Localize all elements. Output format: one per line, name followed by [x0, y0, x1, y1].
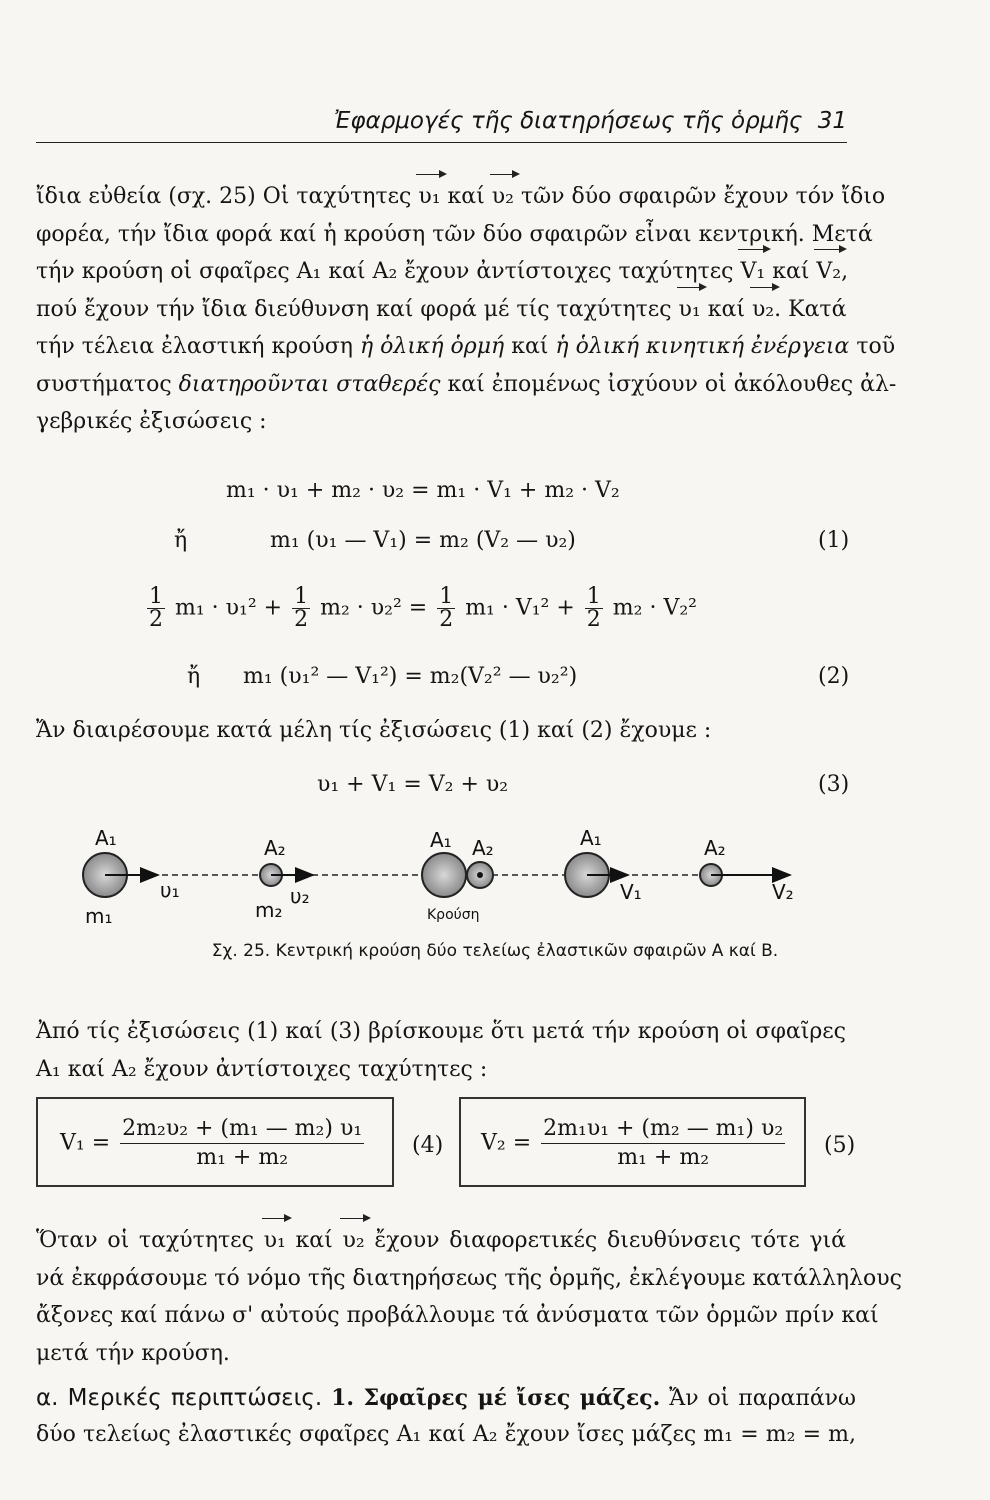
section-title: α. Μερικές περιπτώσεις. [36, 1385, 323, 1411]
figure-25-collision-diagram [0, 815, 990, 940]
label-A2-after: A₂ [704, 836, 726, 860]
emphasis-total-momentum: ἡ ὁλική ὁρμή [359, 334, 505, 359]
or-label-2: ἤ [187, 664, 201, 689]
divide-sentence: Ἄν διαιρέσουμε κατά μέλη τίς ἐξισώσεις (1) καί (2) ἔχουμε : [36, 718, 712, 743]
running-header [36, 108, 847, 143]
vector-v1: υ₁ [418, 178, 440, 216]
equation-3: υ₁ + V₁ = V₂ + υ₂ [317, 772, 509, 797]
header-title: Ἐφαρμογές τῆς διατηρήσεως τῆς ὁρμῆς [334, 108, 803, 134]
equation-3-number: (3) [818, 772, 850, 797]
or-label-1: ἤ [174, 528, 188, 553]
label-V1: V₁ [620, 880, 642, 904]
section-subtitle: 1. Σφαῖρες μέ ἴσες μάζες. [331, 1385, 661, 1411]
vector-V2: V₂ [816, 253, 841, 291]
label-v2: υ₂ [290, 884, 310, 908]
emphasis-total-kinetic-energy: ἡ ὁλική κινητική ἐνέργεια [555, 334, 850, 359]
label-v1: υ₁ [160, 878, 180, 902]
equation-4: V₁ = $\frac{\text{2m₂υ₂ + (m₁ — m₂) υ₁}}{\text{m₁ + m₂}}$ [60, 1116, 363, 1170]
section-special-cases: α. Μερικές περιπτώσεις. 1. Σφαῖρες μέ ἴσες μάζες. Ἄν οἱ παραπάνω δύο τελείως ἐλαστικές σφαῖρες Α₁ καί Α₂ ἔχουν ἴσες μάζες m₁ = m₂ = m, [36, 1385, 856, 1447]
equation-5-number: (5) [824, 1133, 856, 1158]
label-A1: A₁ [95, 826, 117, 850]
emphasis-conserved: διατηροῦνται σταθερές [178, 371, 441, 397]
momentum-equation: m₁ · υ₁ + m₂ · υ₂ = m₁ · V₁ + m₂ · V₂ [226, 478, 620, 503]
ball-A1-collision [422, 853, 466, 897]
vector-V1: V₁ [740, 253, 765, 291]
equation-1-number: (1) [818, 528, 850, 553]
vector-v1-b: υ₁ [679, 291, 701, 329]
energy-equation: $\frac{1}{2}$ m₁ · υ₁² + $\frac{1}{2}$ m₂ · υ₂² = $\frac{1}{2}$ m₁ · V₁² + $\frac{1}{2}$ m₂ · V₂² [149, 584, 697, 632]
vector-v2: υ₂ [492, 178, 514, 216]
label-collision: Κρούση [427, 907, 480, 923]
page-number: 31 [817, 108, 847, 134]
label-V2: V₂ [772, 880, 794, 904]
label-m1: m₁ [85, 904, 113, 928]
label-A2: A₂ [264, 836, 286, 860]
paragraph-intro: ἴδια εὐθεία (σχ. 25) Οἱ ταχύτητες υ₁ καί υ₂ τῶν δύο σφαιρῶν ἔχουν τόν ἴδιο φορέα, τήν ἴδια φορά καί ἡ κρούση τῶν δύο σφαιρῶν εἶναι κεντρική. Μετά τήν κρούση οἱ σφαῖρες Α₁ καί Α₂ ἔχουν ἀντίστοιχες ταχύτητες V₁ καί V₂, πού ἔχουν τήν ἴδια διεύθυνση καί φορά μέ τίς ταχύτητες υ₁ καί υ₂. Κατά τήν τέλεια ἐλαστική κρούση ἡ ὁλική ὁρμή καί ἡ ὁλική κινητική ἐνέργεια τοῦ συστήματος διατηροῦνται σταθερές καί ἐπομένως ἰσχύουν οἱ ἀκόλουθες ἀλ- γεβρικές ἐξισώσεις : [36, 178, 846, 441]
equation-1: m₁ (υ₁ — V₁) = m₂ (V₂ — υ₂) [270, 528, 576, 553]
vector-v2-c: υ₂ [342, 1222, 364, 1260]
equation-5: V₂ = $\frac{\text{2m₁υ₁ + (m₂ — m₁) υ₂}}{\text{m₁ + m₂}}$ [481, 1116, 784, 1170]
equation-2-number: (2) [818, 664, 850, 689]
label-A1-collision: A₁ [430, 828, 452, 852]
paragraph-different-directions: Ὅταν οἱ ταχύτητες υ₁ καί υ₂ ἔχουν διαφορετικές διευθύνσεις τότε γιά νά ἐκφράσουμε τό νόμο τῆς διατηρήσεως τῆς ὁρμῆς, ἐκλέγουμε κατάλληλους ἄξονες καί πάνω σ' αὐτούς προβάλλουμε τά ἀνύσματα τῶν ὁρμῶν πρίν καί μετά τήν κρούση. [36, 1222, 846, 1372]
vector-v2-b: υ₂ [752, 291, 774, 329]
label-A1-after: A₁ [580, 826, 602, 850]
paragraph-result: Ἀπό τίς ἐξισώσεις (1) καί (3) βρίσκουμε ὅτι μετά τήν κρούση οἱ σφαῖρες Α₁ καί Α₂ ἔχουν ἀντίστοιχες ταχύτητες : [36, 1019, 846, 1082]
equation-4-number: (4) [412, 1133, 444, 1158]
equation-2: m₁ (υ₁² — V₁²) = m₂(V₂² — υ₂²) [243, 664, 578, 689]
label-m2: m₂ [255, 898, 283, 922]
vector-v1-c: υ₁ [264, 1222, 286, 1260]
label-A2-collision: A₂ [472, 836, 494, 860]
figure-caption: Σχ. 25. Κεντρική κρούση δύο τελείως ἐλαστικῶν σφαιρῶν Α καί Β. [211, 941, 779, 961]
